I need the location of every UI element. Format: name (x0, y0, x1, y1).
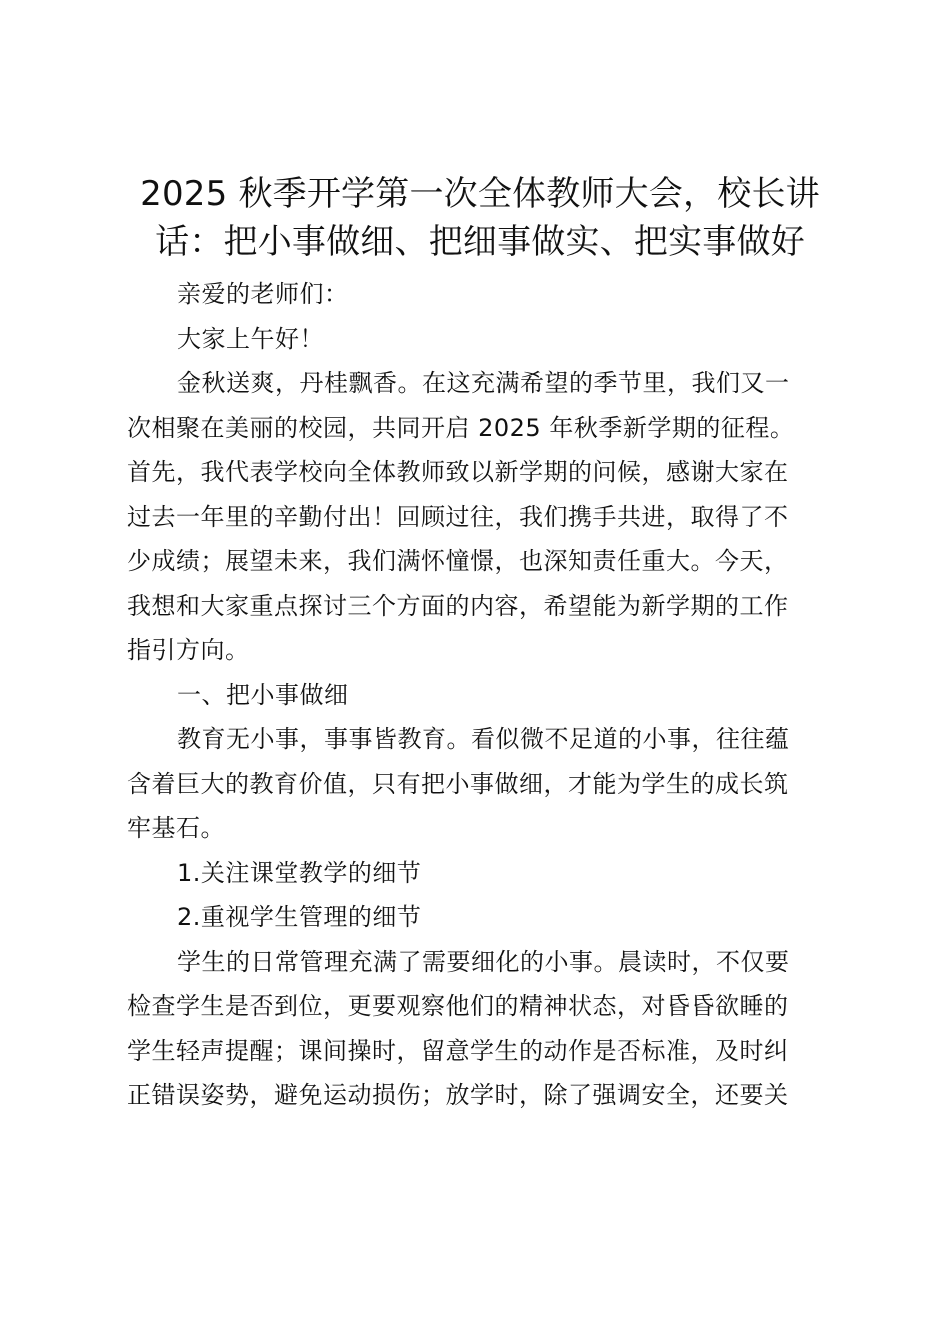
text-line: 一、把小事做细 (177, 680, 349, 709)
greeting-paragraph (127, 317, 833, 362)
text-line: 首先，我代表学校向全体教师致以新学期的问候，感谢大家在 (127, 458, 789, 486)
section-paragraph (127, 717, 833, 851)
text-line: 过去一年里的辛勤付出！回顾过往，我们携手共进，取得了不 (127, 502, 789, 531)
document-body (127, 272, 833, 1118)
text-line: 学生的日常管理充满了需要细化的小事。晨读时，不仅要 (177, 947, 790, 976)
text-line: 正错误姿势，避免运动损伤；放学时，除了强调安全，还要关 (127, 1081, 789, 1109)
salutation-paragraph (127, 272, 833, 317)
text-line: 次相聚在美丽的校园，共同开启 2025 年秋季新学期的征程。 (127, 413, 795, 442)
document-page (127, 170, 833, 1118)
text-line: 教育无小事，事事皆教育。看似微不足道的小事，往往蕴 (177, 725, 790, 753)
text-line: 1.关注课堂教学的细节 (177, 858, 422, 887)
text-line: 2.重视学生管理的细节 (177, 903, 422, 931)
text-line: 含着巨大的教育价值，只有把小事做细，才能为学生的成长筑 (127, 769, 789, 798)
text-line: 指引方向。 (127, 636, 250, 664)
text-line: 我想和大家重点探讨三个方面的内容，希望能为新学期的工作 (127, 591, 789, 620)
text-line: 检查学生是否到位，更要观察他们的精神状态，对昏昏欲睡的 (127, 992, 789, 1020)
text-line: 大家上午好！ (177, 324, 324, 353)
text-line: 少成绩；展望未来，我们满怀憧憬，也深知责任重大。今天， (127, 547, 789, 575)
section-heading (127, 673, 833, 718)
title-line: 2025 秋季开学第一次全体教师大会，校长讲 (140, 174, 820, 214)
subsection-heading (127, 851, 833, 896)
text-line: 牢基石。 (127, 814, 225, 842)
title-line: 话：把小事做细、把细事做实、把实事做好 (155, 222, 805, 262)
subsection-heading (127, 895, 833, 940)
document-title (127, 170, 833, 266)
text-line: 学生轻声提醒；课间操时，留意学生的动作是否标准，及时纠 (127, 1036, 789, 1065)
text-line: 金秋送爽，丹桂飘香。在这充满希望的季节里，我们又一 (177, 369, 790, 397)
text-line: 亲爱的老师们： (177, 280, 349, 308)
subsection-paragraph (127, 940, 833, 1118)
intro-paragraph (127, 361, 833, 673)
